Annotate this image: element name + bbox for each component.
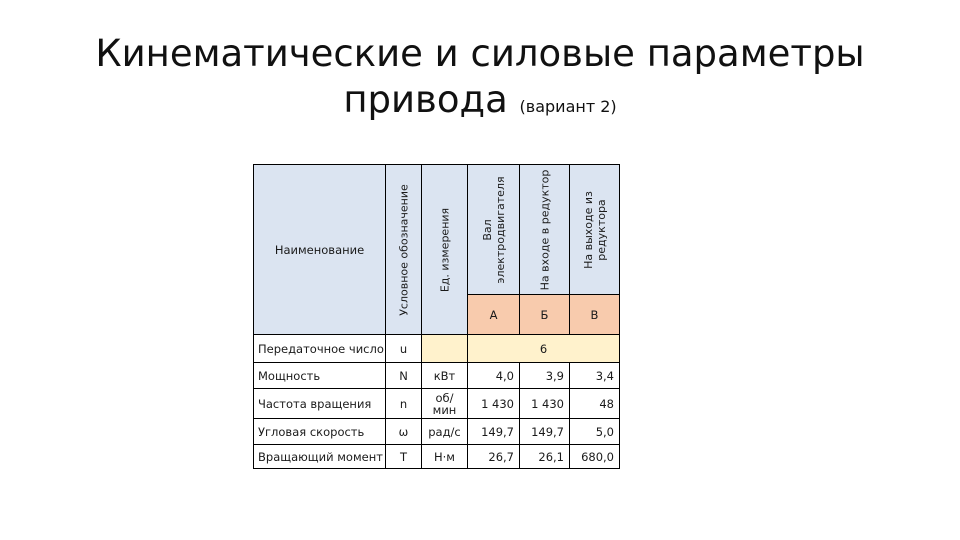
header-shaft-in-text: На входе в редуктор (538, 169, 551, 290)
header-row (254, 165, 620, 295)
row-name: Угловая скорость (254, 419, 386, 445)
row-name: Мощность (254, 363, 386, 389)
row-symbol: T (386, 445, 422, 469)
row-name: Частота вращения (254, 389, 386, 419)
row-ratio-value: 6 (468, 335, 620, 363)
row-value-b: 26,1 (520, 445, 570, 469)
header-col-v: В (570, 295, 620, 335)
row-unit: рад/с (422, 419, 468, 445)
row-unit (422, 335, 468, 363)
row-value-a: 149,7 (468, 419, 520, 445)
header-shaft-motor (468, 165, 520, 295)
title-word: привода (343, 78, 508, 121)
row-name: Передаточное число (254, 335, 386, 363)
parameters-table (253, 164, 620, 469)
header-shaft-out-line2: редуктора (594, 198, 608, 261)
row-value-v: 3,4 (570, 363, 620, 389)
row-value-b: 3,9 (520, 363, 570, 389)
header-shaft-in (520, 165, 570, 295)
row-unit (422, 389, 468, 419)
row-value-a: 26,7 (468, 445, 520, 469)
header-col-b: Б (520, 295, 570, 335)
header-unit-text: Ед. измерения (438, 207, 451, 292)
row-symbol: u (386, 335, 422, 363)
slide-title-line2 (0, 78, 960, 129)
row-unit-line2: мин (432, 402, 457, 417)
row-value-v: 48 (570, 389, 620, 419)
row-name: Вращающий момент (254, 445, 386, 469)
row-unit: Н·м (422, 445, 468, 469)
row-symbol: n (386, 389, 422, 419)
row-value-b: 1 430 (520, 389, 570, 419)
header-shaft-motor-line1: Вал (480, 218, 494, 241)
header-shaft-motor-text (481, 176, 507, 283)
row-value-a: 1 430 (468, 389, 520, 419)
header-shaft-motor-line2: электродвигателя (493, 175, 507, 284)
header-name: Наименование (254, 165, 386, 335)
table-row (254, 389, 620, 419)
row-value-b: 149,7 (520, 419, 570, 445)
row-symbol: N (386, 363, 422, 389)
header-unit (422, 165, 468, 335)
table-row (254, 445, 620, 469)
header-shaft-out (570, 165, 620, 295)
header-shaft-out-text (582, 191, 608, 269)
slide-title: Кинематические и силовые параметры (95, 32, 865, 75)
header-symbol-text: Условное обозначение (397, 183, 410, 316)
row-unit-line1: об/ (435, 390, 454, 405)
table-row (254, 363, 620, 389)
table-row (254, 419, 620, 445)
row-unit: кВт (422, 363, 468, 389)
row-value-v: 5,0 (570, 419, 620, 445)
table-row (254, 335, 620, 363)
row-value-v: 680,0 (570, 445, 620, 469)
header-col-a: А (468, 295, 520, 335)
variant-label: (вариант 2) (519, 97, 617, 116)
row-symbol: ω (386, 419, 422, 445)
row-value-a: 4,0 (468, 363, 520, 389)
header-shaft-out-line1: На выходе из (581, 190, 595, 269)
header-symbol (386, 165, 422, 335)
